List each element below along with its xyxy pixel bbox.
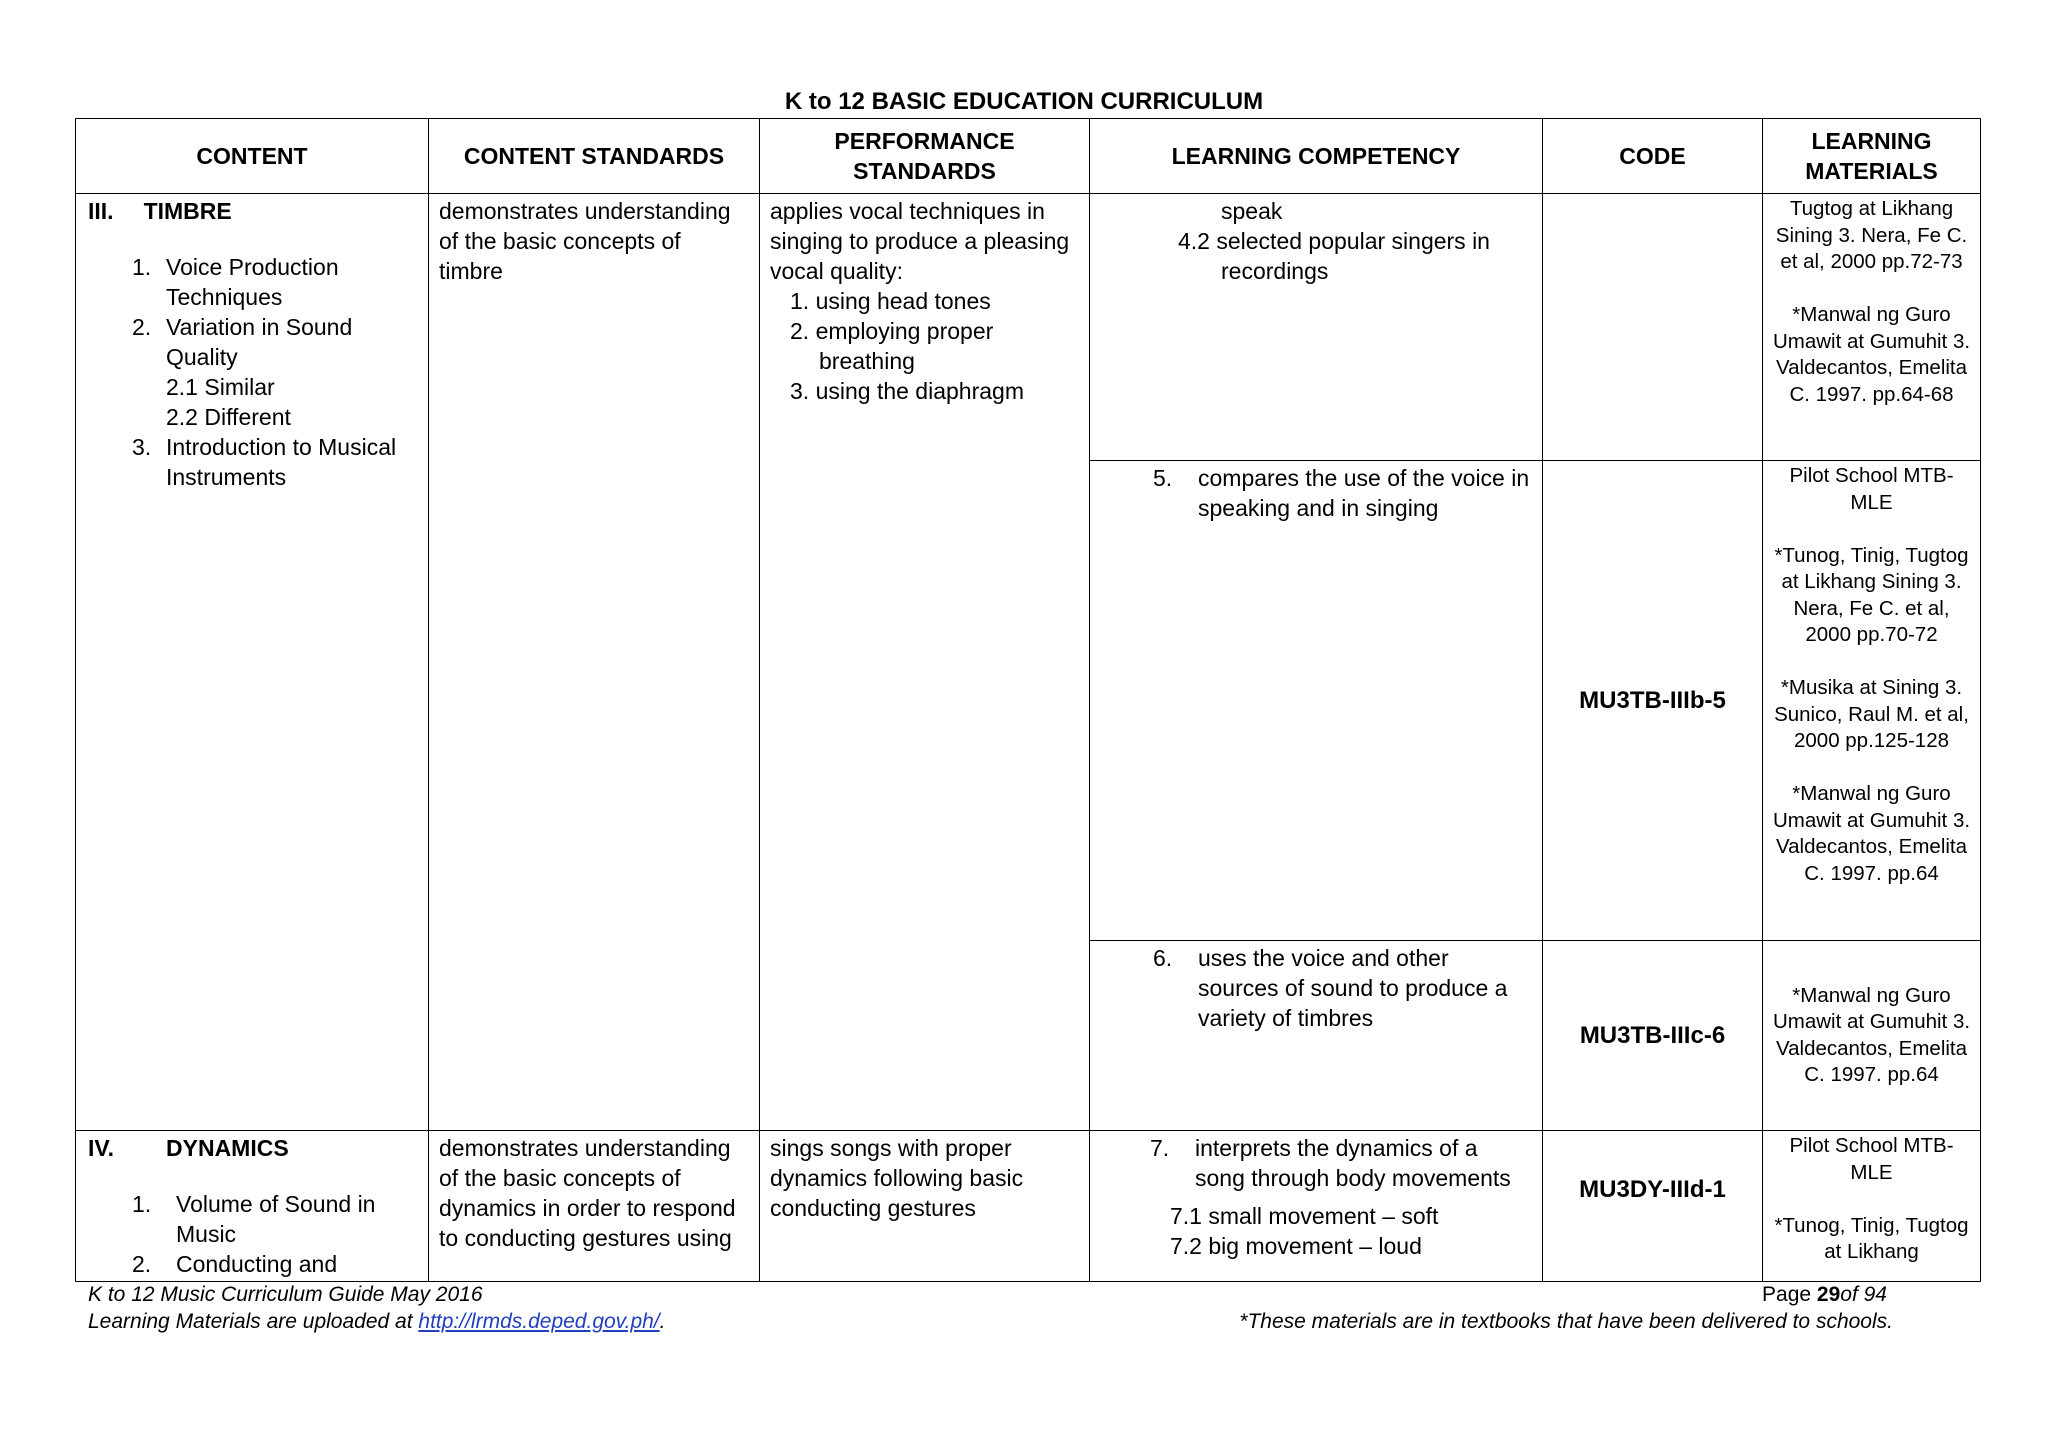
- footer-upload-note: Learning Materials are uploaded at http://lrmds.deped.gov.ph/.: [88, 1310, 666, 1333]
- header-code: CODE: [1543, 119, 1763, 194]
- header-content: CONTENT: [76, 119, 429, 194]
- table-row: [76, 1131, 1981, 1282]
- list-item: 2. Variation in Sound Quality: [132, 314, 353, 370]
- dynamics-numeral: IV.: [88, 1135, 115, 1161]
- dynamics-heading: [88, 1133, 418, 1163]
- list-item: 1. Voice Production Techniques: [132, 254, 339, 310]
- list-item: 2. employing proper breathing: [790, 318, 994, 374]
- timbre-title: TIMBRE: [143, 198, 232, 224]
- lrmds-link[interactable]: http://lrmds.deped.gov.ph/: [418, 1310, 660, 1333]
- page-number: Page 29of 94: [1762, 1283, 1887, 1306]
- header-performance-standards: PERFORMANCE STANDARDS: [760, 119, 1090, 194]
- header-learning-materials: LEARNING MATERIALS: [1763, 119, 1981, 194]
- dynamics-performance-standard: sings songs with proper dynamics following basic conducting gestures: [760, 1131, 1090, 1282]
- materials-cell: Pilot School MTB-MLE *Tunog, Tinig, Tugtog at Likhang Sining 3. Nera, Fe C. et al, 2000 pp.70-72 *Musika at Sining 3. Sunico, Raul M. et al, 2000 pp.125-128 *Manwal ng Guro Umawit at Gumuhit 3. Valdecantos, Emelita C. 1997. pp.64: [1763, 461, 1981, 941]
- header-learning-competency: LEARNING COMPETENCY: [1090, 119, 1543, 194]
- dynamics-content-cell: [76, 1131, 429, 1282]
- timbre-content-cell: [76, 194, 429, 1131]
- sub-list-item: 2.2 Different: [166, 404, 291, 430]
- competency-cell: 5. compares the use of the voice in speaking and in singing: [1090, 461, 1543, 941]
- list-item: 1. Volume of Sound in Music: [132, 1191, 376, 1247]
- competency-cell: speak 4.2 selected popular singers in recordings: [1090, 194, 1543, 461]
- list-item: 7.1 small movement – soft: [1170, 1203, 1439, 1229]
- competency-cell: 6. uses the voice and other sources of sound to produce a variety of timbres: [1090, 941, 1543, 1131]
- code-cell: MU3TB-IIIc-6: [1543, 941, 1763, 1131]
- timbre-heading: [88, 196, 418, 226]
- timbre-performance-standard: applies vocal techniques in singing to produce a pleasing vocal quality: 1. using head tones 2. employing proper breathing 3. using the diaphragm: [760, 194, 1090, 1131]
- materials-cell: Tugtog at Likhang Sining 3. Nera, Fe C. et al, 2000 pp.72-73 *Manwal ng Guro Umawit at Gumuhit 3. Valdecantos, Emelita C. 1997. pp.64-68: [1763, 194, 1981, 461]
- code-cell: MU3DY-IIId-1: [1543, 1131, 1763, 1282]
- sub-list-item: 2.1 Similar: [166, 374, 275, 400]
- timbre-numeral: III.: [88, 198, 114, 224]
- list-item: 1. using head tones: [790, 288, 991, 314]
- timbre-content-standard: demonstrates understanding of the basic concepts of timbre: [429, 194, 760, 1131]
- header-content-standards: CONTENT STANDARDS: [429, 119, 760, 194]
- list-item: 7.2 big movement – loud: [1170, 1233, 1422, 1259]
- list-item: 3. Introduction to Musical Instruments: [132, 434, 397, 490]
- code-cell: MU3TB-IIIb-5: [1543, 461, 1763, 941]
- table-header-row: [76, 119, 1981, 194]
- dynamics-content-standard: demonstrates understanding of the basic concepts of dynamics in order to respond to conducting gestures using: [429, 1131, 760, 1282]
- list-item: 2. Conducting and: [132, 1251, 338, 1277]
- footer-textbook-note: *These materials are in textbooks that have been delivered to schools.: [1239, 1310, 1893, 1333]
- code-cell: [1543, 194, 1763, 461]
- curriculum-table: [75, 118, 1981, 1282]
- materials-cell: Pilot School MTB-MLE *Tunog, Tinig, Tugtog at Likhang: [1763, 1131, 1981, 1282]
- materials-cell: *Manwal ng Guro Umawit at Gumuhit 3. Valdecantos, Emelita C. 1997. pp.64: [1763, 941, 1981, 1131]
- footer-guide: K to 12 Music Curriculum Guide May 2016: [88, 1283, 483, 1306]
- table-row: [76, 194, 1981, 461]
- competency-cell: 7. interprets the dynamics of a song through body movements 7.1 small movement – soft 7.2 big movement – loud: [1090, 1131, 1543, 1282]
- document-title: K to 12 BASIC EDUCATION CURRICULUM: [784, 88, 1264, 115]
- dynamics-title: DYNAMICS: [166, 1135, 289, 1161]
- list-item: 3. using the diaphragm: [790, 378, 1024, 404]
